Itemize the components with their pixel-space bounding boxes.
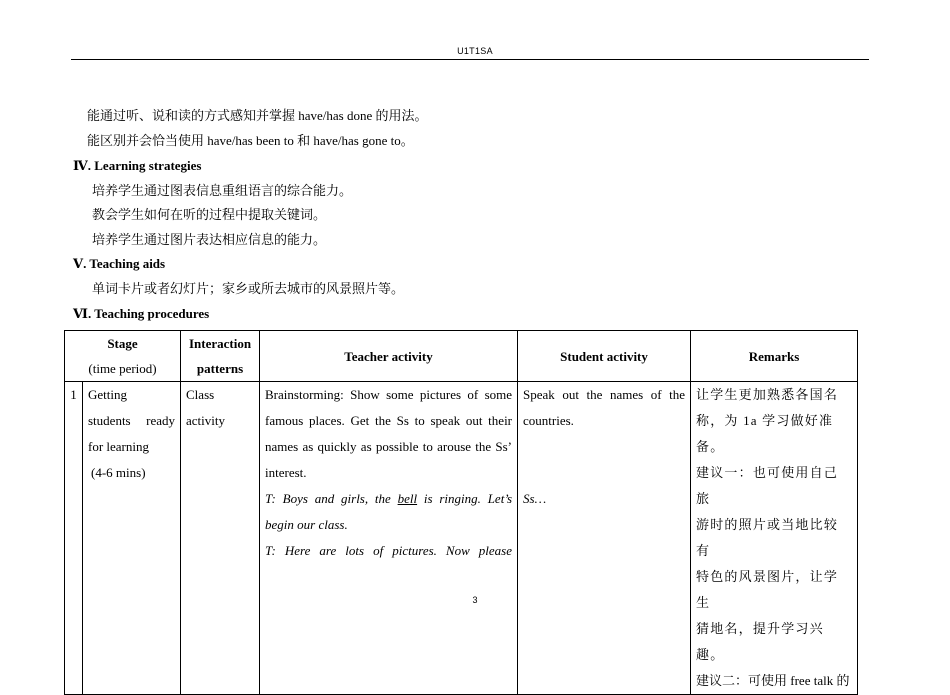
header-stage-line1: Stage <box>107 336 138 351</box>
table-header-row <box>65 331 858 382</box>
student-activity-cell <box>518 382 691 695</box>
teacher-activity-cell <box>260 382 518 695</box>
interaction-cell <box>181 382 260 695</box>
header-student-activity: Student activity <box>518 331 691 382</box>
header-interaction-line2: patterns <box>196 361 244 376</box>
student-reply: Ss… <box>523 491 547 506</box>
stage-line: students ready <box>88 413 176 428</box>
header-remarks: Remarks <box>691 331 858 382</box>
teacher-intro: Brainstorming: Show some pictures of some famous places. Get the Ss to speak out their names as quickly as possible to arouse the Ss’ interest. <box>265 387 513 480</box>
table-row <box>65 382 858 695</box>
interaction-text <box>181 382 259 434</box>
remarks-line: 建议一：也可使用自己旅 <box>696 465 839 506</box>
teacher-quote-1 <box>265 486 512 538</box>
remarks-cell <box>691 382 858 695</box>
header-stage-line2: (time period) <box>88 361 157 376</box>
remarks-line: 称，为 1a 学习做好准备。 <box>696 413 834 454</box>
aids-item-1: 单词卡片或者幻灯片；家乡或所去城市的风景照片等。 <box>92 281 405 296</box>
remarks-line: 建议二：可使用 free talk 的 <box>696 673 850 688</box>
header-interaction-line1: Interaction <box>188 336 252 351</box>
strategy-item-1: 培养学生通过图表信息重组语言的综合能力。 <box>92 183 353 198</box>
section-heading-procedures: Ⅵ. Teaching procedures <box>73 306 210 321</box>
objective-line-2: 能区别并会恰当使用 have/has been to 和 have/has gone to。 <box>87 133 414 148</box>
strategy-item-3: 培养学生通过图片表达相应信息的能力。 <box>92 232 327 247</box>
header-interaction <box>181 331 260 382</box>
remarks-line: 让学生更加熟悉各国名 <box>696 387 839 402</box>
teacher-activity-text <box>260 382 517 564</box>
teacher-quote-2: T: Here are lots of pictures. Now please <box>265 543 513 558</box>
stage-text <box>83 382 180 486</box>
page-number: 3 <box>472 595 478 605</box>
teacher-quote-1-keyword: bell <box>397 491 418 506</box>
header-teacher-activity: Teacher activity <box>260 331 518 382</box>
row-number-cell <box>65 382 83 695</box>
teacher-quote-1-end: is ringing. Let’s begin our class. <box>265 491 513 532</box>
teacher-quote-1-start: T: Boys and girls, the <box>265 491 398 506</box>
section-heading-strategies: Ⅳ. Learning strategies <box>73 158 202 173</box>
remarks-text <box>691 382 857 694</box>
student-activity-text <box>518 382 690 512</box>
header-rule <box>71 59 869 60</box>
stage-line: Getting <box>88 387 127 402</box>
remarks-line: 游时的照片或当地比较有 <box>696 517 839 558</box>
page-header-title: U1T1SA <box>457 46 493 56</box>
stage-line: for learning <box>88 439 150 454</box>
section-heading-aids: Ⅴ. Teaching aids <box>73 256 166 271</box>
remarks-line: 猜地名，提升学习兴趣。 <box>696 621 824 662</box>
student-activity: Speak out the names of the countries. <box>523 387 686 428</box>
strategy-item-2: 教会学生如何在听的过程中提取关键词。 <box>92 207 327 222</box>
remarks-line: 特色的风景图片，让学生 <box>696 569 839 610</box>
teaching-procedures-table <box>64 330 858 695</box>
row-number: 1 <box>70 387 77 402</box>
stage-time: (4-6 mins) <box>91 465 146 480</box>
interaction-line: Class <box>186 387 215 402</box>
header-stage <box>65 331 181 382</box>
stage-cell <box>83 382 181 695</box>
interaction-line: activity <box>186 413 226 428</box>
objective-line-1: 能通过听、说和读的方式感知并掌握 have/has done 的用法。 <box>87 108 428 123</box>
